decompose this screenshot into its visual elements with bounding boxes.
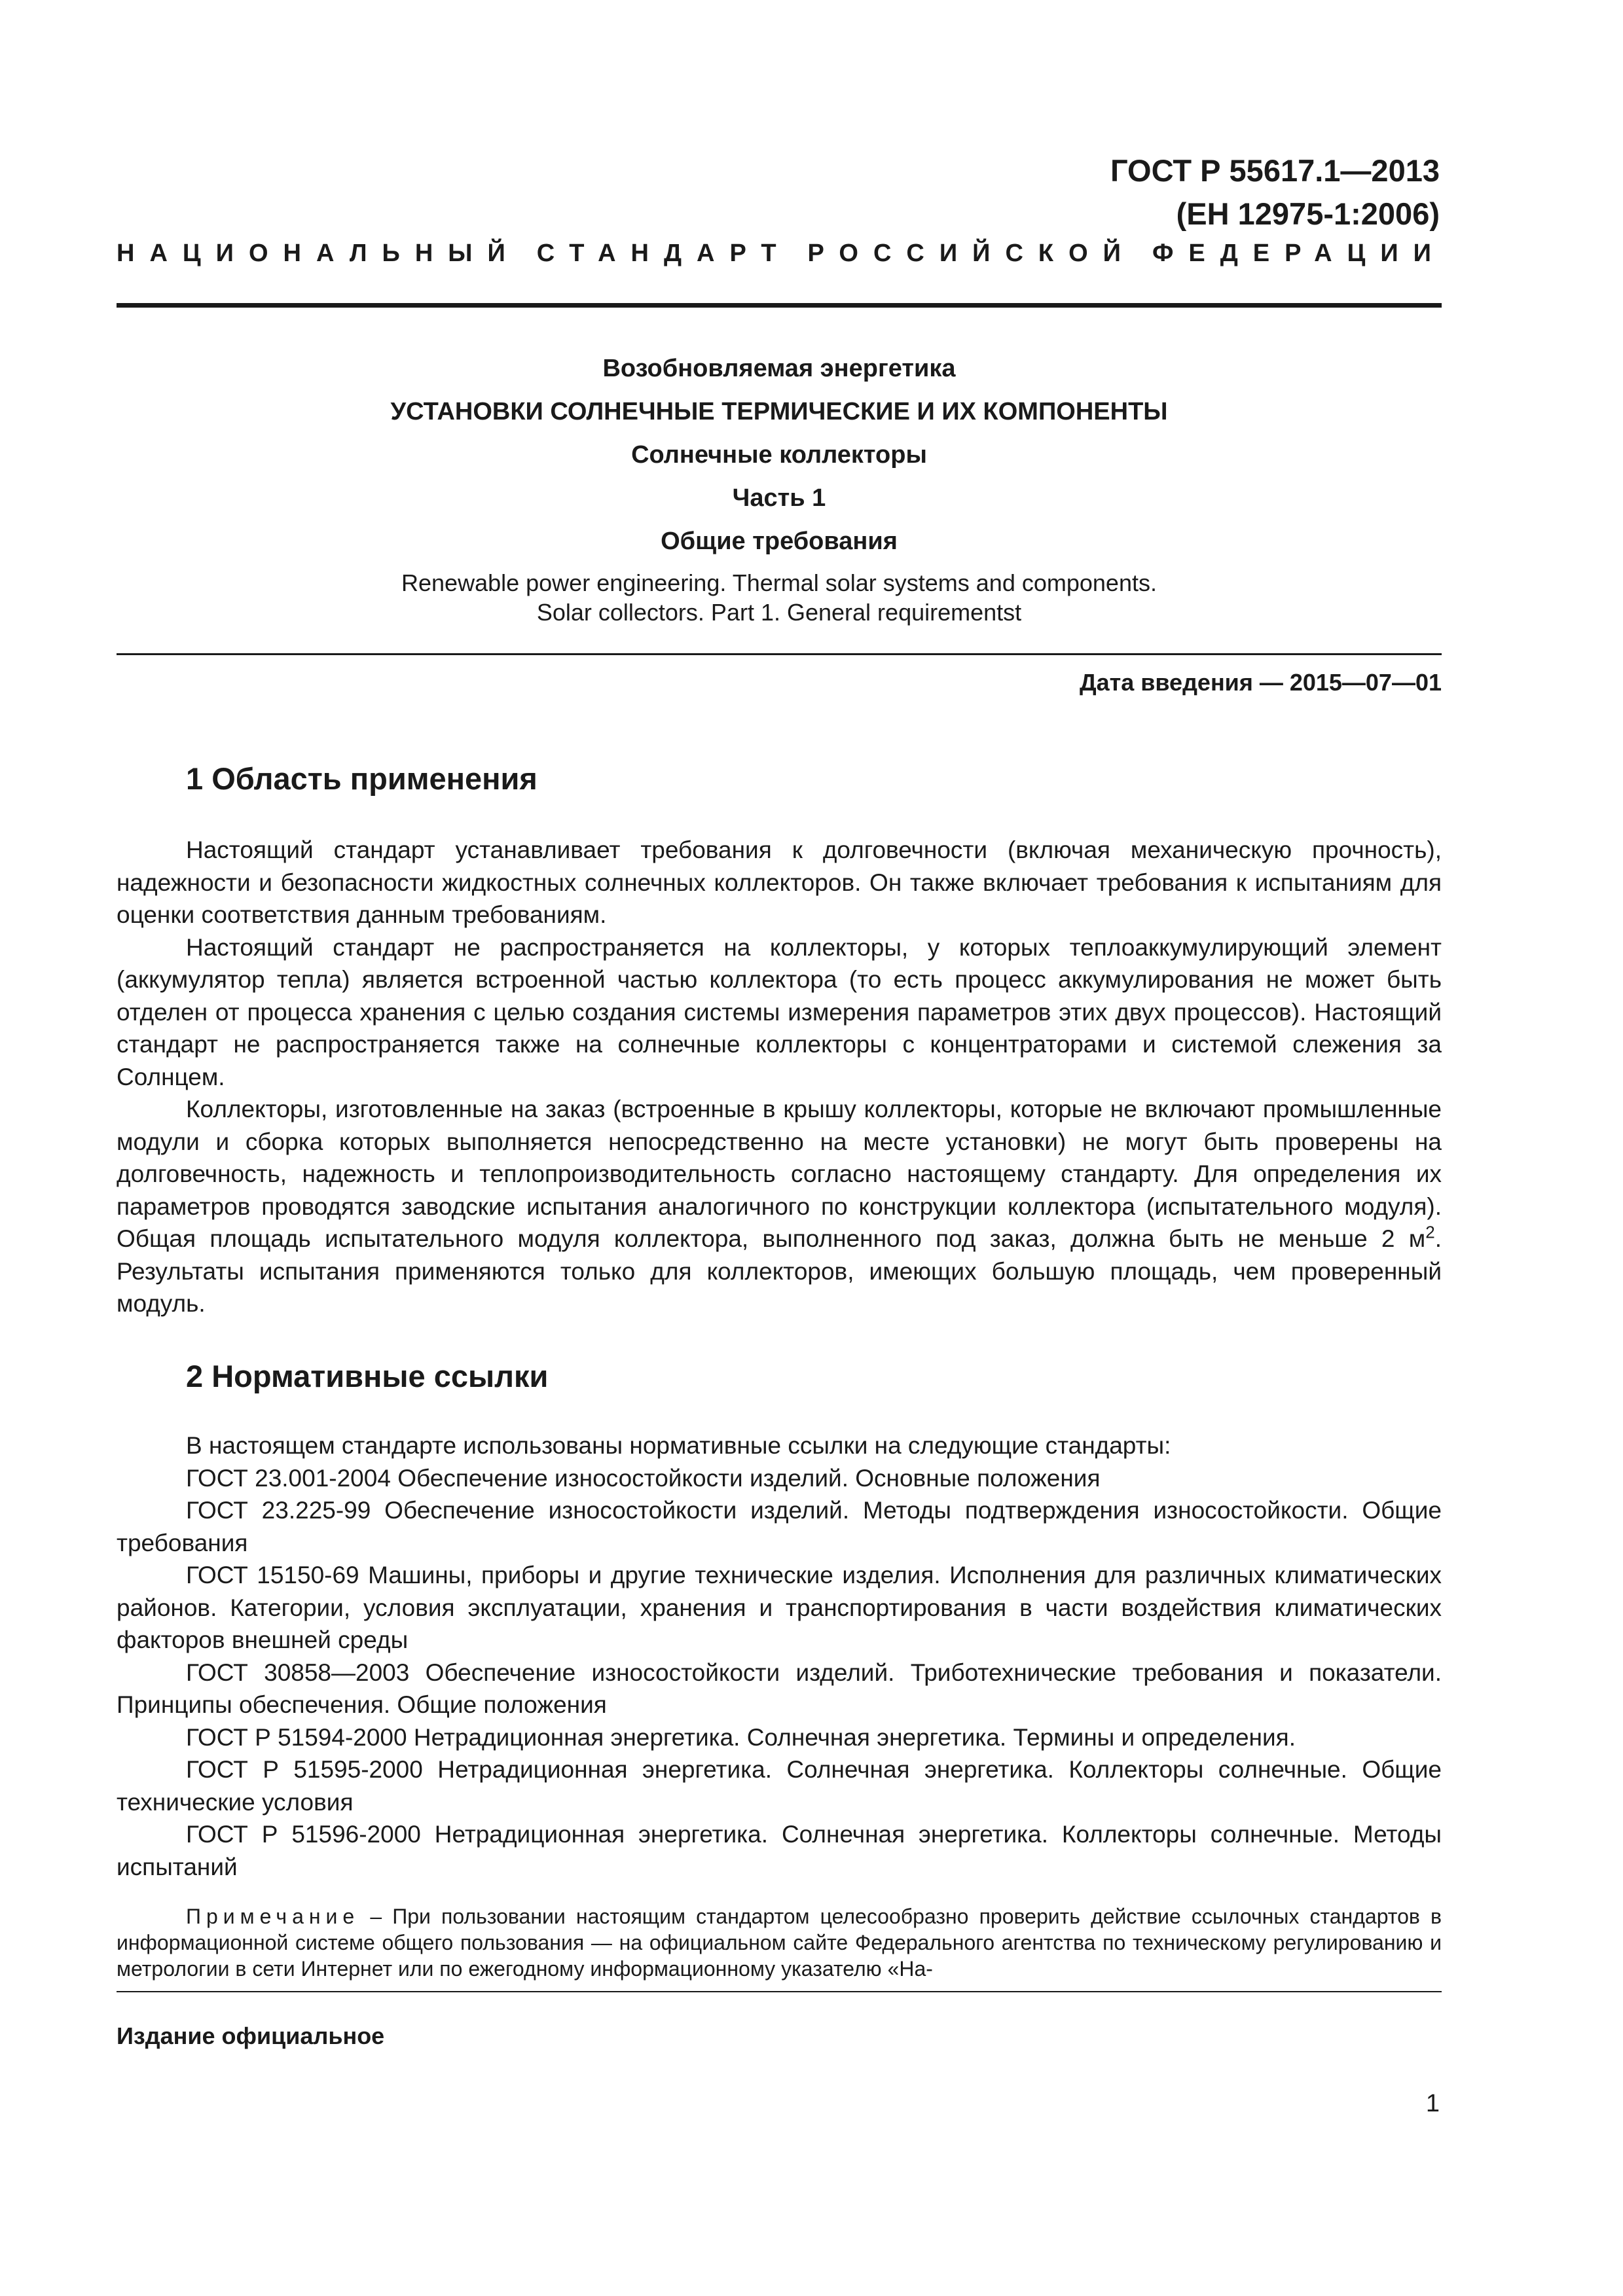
national-word: НАЦИОНАЛЬНЫЙ xyxy=(117,240,520,267)
edition-label: Издание официальное xyxy=(117,2022,385,2049)
paragraph: Настоящий стандарт не распространяется на коллекторы, у которых теплоаккумулирующий элемент (аккумулятор тепла) является встроенной частью коллектора (то есть процесс аккумулирования не может быть отделен от процесса хранения с целью создания системы измерения параметров этих двух процессов). Настоящий стандарт не распространяется также на солнечные коллекторы с концентраторами и системой слежения за Солнцем. xyxy=(117,933,1442,1090)
section-2-title: 2 Нормативные ссылки xyxy=(186,1359,549,1393)
reference-item: В настоящем стандарте использованы нормативные ссылки на следующие стандарты: xyxy=(186,1432,1171,1459)
footer-divider xyxy=(117,1991,1442,1992)
intro-date: Дата введения — 2015—07—01 xyxy=(1079,669,1442,696)
header-divider xyxy=(117,303,1442,308)
national-word: ФЕДЕРАЦИИ xyxy=(1152,240,1446,267)
title-line: Возобновляемая энергетика xyxy=(602,355,956,382)
en-number: (ЕН 12975-1:2006) xyxy=(1176,196,1440,231)
reference-item: ГОСТ Р 51594-2000 Нетрадиционная энергетика. Солнечная энергетика. Термины и определения. xyxy=(186,1723,1296,1751)
reference-item: ГОСТ Р 51595-2000 Нетрадиционная энергетика. Солнечная энергетика. Коллекторы солнечные. Общие технические условия xyxy=(117,1756,1442,1816)
reference-item: ГОСТ 15150-69 Машины, приборы и другие технические изделия. Исполнения для различных климатических районов. Категории, условия эксплуатации, хранения и транспортирования в части воздействия климатических факторов внешней среды xyxy=(117,1562,1442,1653)
english-title xyxy=(117,568,1442,627)
gost-number: ГОСТ Р 55617.1—2013 xyxy=(1110,153,1440,188)
title-block xyxy=(117,347,1442,627)
page-number: 1 xyxy=(1425,2090,1440,2117)
section-1-title: 1 Область применения xyxy=(186,761,538,796)
english-title-line: Renewable power engineering. Thermal solar systems and components. xyxy=(401,569,1157,596)
reference-item: ГОСТ Р 51596-2000 Нетрадиционная энергетика. Солнечная энергетика. Коллекторы солнечные. Методы испытаний xyxy=(117,1821,1442,1880)
superscript: 2 xyxy=(1425,1222,1435,1242)
reference-item: ГОСТ 23.225-99 Обеспечение износостойкости изделий. Методы подтверждения износостойкости. Общие требования xyxy=(117,1497,1442,1556)
note-text: – При пользовании настоящим стандартом целесообразно проверить действие ссылочных стандартов в информационной системе общего пользования — на официальном сайте Федерального агентства по техническому регулированию и метрологии в сети Интернет или по ежегодному информационному указателю «На- xyxy=(117,1905,1442,1981)
title-line: Солнечные коллекторы xyxy=(631,441,927,469)
note-label: Примечание xyxy=(186,1905,360,1928)
national-word: СТАНДАРТ xyxy=(536,240,792,267)
title-line: Общие требования xyxy=(661,528,898,555)
reference-item: ГОСТ 30858—2003 Обеспечение износостойкости изделий. Триботехнические требования и показатели. Принципы обеспечения. Общие положения xyxy=(117,1659,1442,1718)
reference-item: ГОСТ 23.001-2004 Обеспечение износостойкости изделий. Основные положения xyxy=(186,1464,1101,1492)
title-divider xyxy=(117,653,1442,655)
note xyxy=(117,1903,1442,1982)
title-line: УСТАНОВКИ СОЛНЕЧНЫЕ ТЕРМИЧЕСКИЕ И ИХ КОМПОНЕНТЫ xyxy=(390,398,1168,425)
title-line: Часть 1 xyxy=(732,484,826,512)
paragraph xyxy=(117,1093,1442,1320)
paragraph: Настоящий стандарт устанавливает требования к долговечности (включая механическую прочность), надежности и безопасности жидкостных солнечных коллекторов. Он также включает требования к испытаниям для оценки соответствия данным требованиям. xyxy=(117,836,1442,928)
national-standard-heading xyxy=(117,240,1446,268)
english-title-line: Solar collectors. Part 1. General requirementst xyxy=(536,599,1022,626)
section-1-body xyxy=(117,834,1442,1320)
national-word: РОССИЙСКОЙ xyxy=(807,240,1136,267)
paragraph-text: Коллекторы, изготовленные на заказ (встроенные в крышу коллекторы, которые не включают промышленные модули и сборка которых выполняется непосредственно на месте установки) не могут быть проверены на долговечность, надежность и теплопроизводительность согласно настоящему стандарту. Для определения их параметров проводятся заводские испытания аналогичного по конструкции коллектора (испытательного модуля). Общая площадь испытательного модуля коллектора, выполненного под заказ, должна быть не меньше 2 м xyxy=(117,1096,1442,1252)
gost-code-block xyxy=(1110,149,1440,236)
paragraph-text: . Результаты испытания применяются только для коллекторов, имеющих большую площадь, чем проверенный модуль. xyxy=(117,1225,1442,1317)
section-2-body xyxy=(117,1429,1442,1883)
